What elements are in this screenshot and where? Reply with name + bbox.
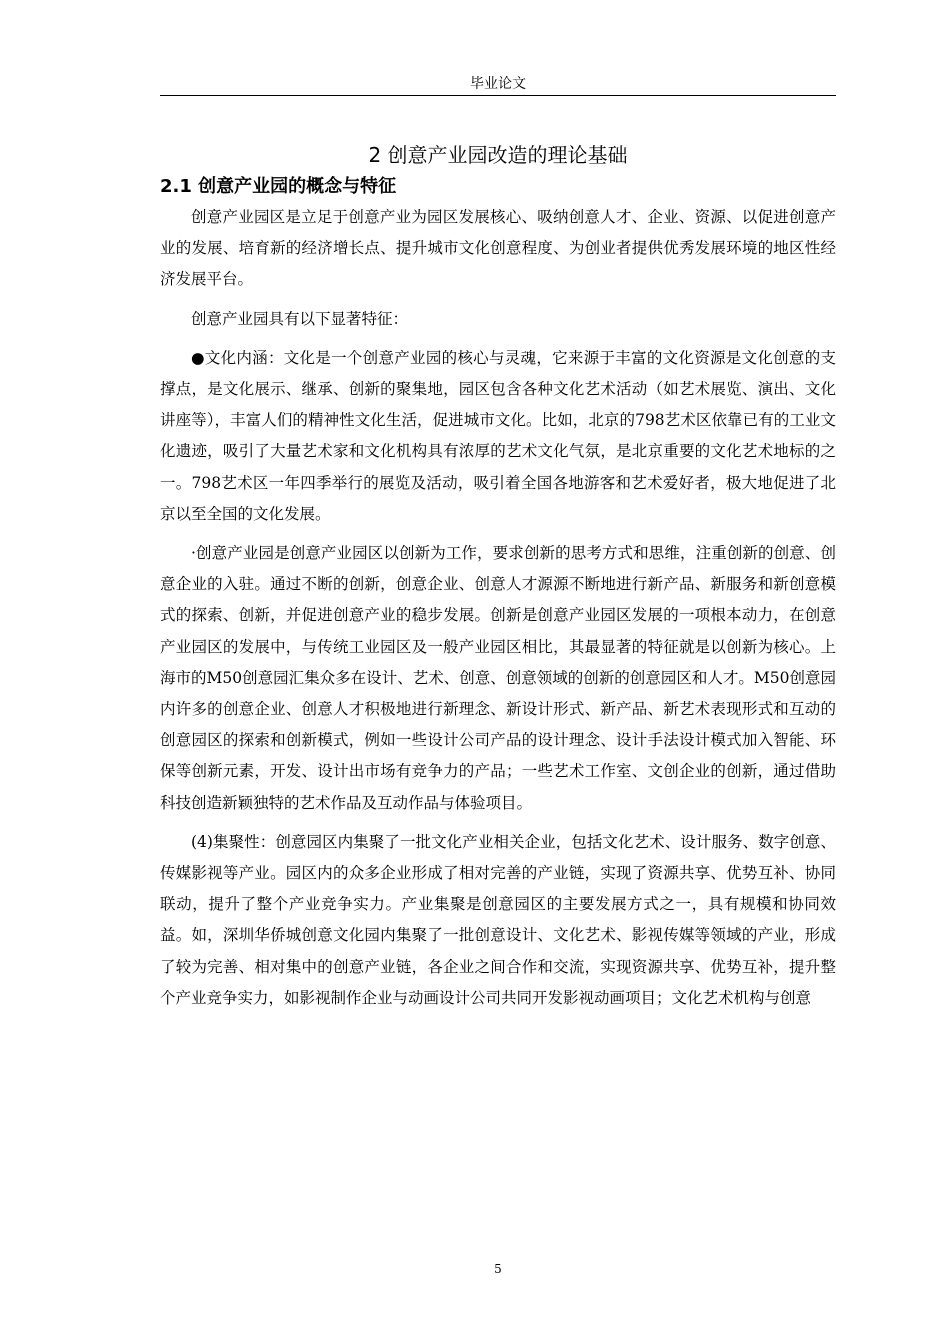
paragraph-definition: 创意产业园区是立足于创意产业为园区发展核心、吸纳创意人才、企业、资源、以促进创意产业的发展、培育新的经济增长点、提升城市文化创意程度、为创业者提供优秀发展环境的地区性经济发展平台。 <box>160 208 836 289</box>
header-divider <box>160 95 836 96</box>
section-title: 2.1 创意产业园的概念与特征 <box>160 176 397 197</box>
paragraph-features-intro: 创意产业园具有以下显著特征： <box>191 309 409 328</box>
paragraph-agglomeration: (4)集聚性：创意园区内集聚了一批文化产业相关企业，包括文化艺术、设计服务、数字创意、传媒影视等产业。园区内的众多企业形成了相对完善的产业链，实现了资源共享、优势互补、协同联动，提升了整个产业竞争实力。产业集聚是创意园区的主要发展方式之一，具有规模和协同效益。如，深圳华侨城创意文化园内集聚了一批创意设计、文化艺术、影视传媒等领域的产业，形成了较为完善、相对集中的创意产业链，各企业之间合作和交流，实现资源共享、优势互补，提升整个产业竞争实力，如影视制作企业与动画设计公司共同开发影视动画项目；文化艺术机构与创意 <box>160 832 836 1007</box>
running-header: 毕业论文 <box>470 76 526 92</box>
chapter-title: 2 创意产业园改造的理论基础 <box>368 143 628 167</box>
page-number: 5 <box>494 1262 502 1276</box>
body-text <box>160 202 836 1014</box>
paragraph-innovation: ·创意产业园是创意产业园区以创新为工作，要求创新的思考方式和思维，注重创新的创意、创意企业的入驻。通过不断的创新，创意企业、创意人才源源不断地进行新产品、新服务和新创意模式的探索、创新，并促进创意产业的稳步发展。创新是创意产业园区发展的一项根本动力，在创意产业园区的发展中，与传统工业园区及一般产业园区相比，其最显著的特征就是以创新为核心。上海市的M50创意园汇集众多在设计、艺术、创意、创意领域的创新的创意园区和人才。M50创意园内许多的创意企业、创意人才积极地进行新理念、新设计形式、新产品、新艺术表现形式和互动的创意园区的探索和创新模式，例如一些设计公司产品的设计理念、设计手法设计模式加入智能、环保等创新元素，开发、设计出市场有竞争力的产品；一些艺术工作室、文创企业的创新，通过借助科技创造新颖独特的艺术作品及互动作品与体验项目。 <box>160 544 836 812</box>
paragraph-cultural-connotation: ●文化内涵：文化是一个创意产业园的核心与灵魂，它来源于丰富的文化资源是文化创意的支撑点，是文化展示、继承、创新的聚集地，园区包含各种文化艺术活动（如艺术展览、演出、文化讲座等），丰富人们的精神性文化生活，促进城市文化。比如，北京的798艺术区依靠已有的工业文化遗迹，吸引了大量艺术家和文化机构具有浓厚的艺术文化气氛，是北京重要的文化艺术地标的之一。798艺术区一年四季举行的展览及活动，吸引着全国各地游客和艺术爱好者，极大地促进了北京以至全国的文化发展。 <box>160 348 836 523</box>
